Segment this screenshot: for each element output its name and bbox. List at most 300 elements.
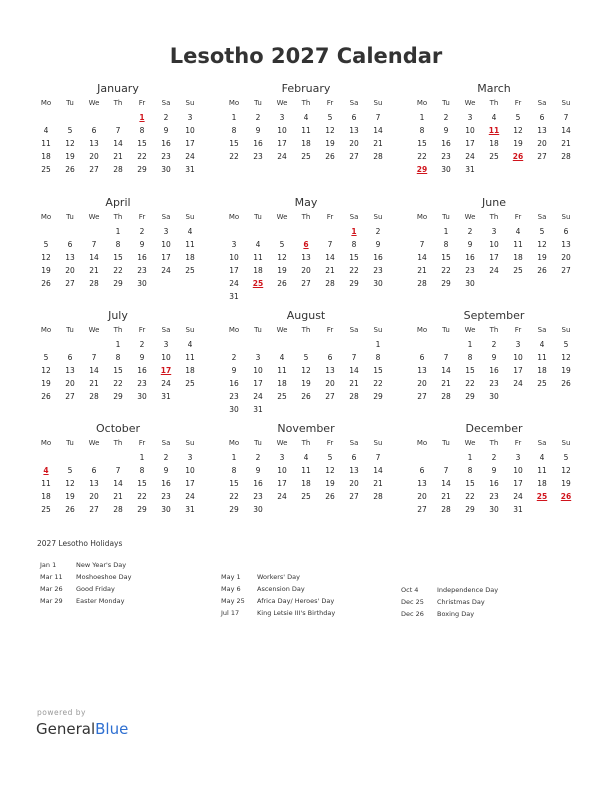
day-cell[interactable]: 28 xyxy=(325,279,335,288)
day-cell[interactable]: 9 xyxy=(139,353,145,362)
day-cell[interactable]: 24 xyxy=(277,152,287,161)
day-cell[interactable]: 14 xyxy=(561,126,571,135)
day-cell[interactable]: 21 xyxy=(373,139,383,148)
day-cell[interactable]: 24 xyxy=(489,266,499,275)
day-cell[interactable]: 13 xyxy=(349,466,359,475)
day-cell[interactable]: 21 xyxy=(417,266,427,275)
day-cell[interactable]: 1 xyxy=(419,113,425,122)
day-cell[interactable]: 9 xyxy=(231,366,237,375)
day-cell[interactable]: 30 xyxy=(489,392,499,401)
holiday-day-cell[interactable]: 29 xyxy=(416,165,428,174)
day-cell[interactable]: 17 xyxy=(513,366,523,375)
day-cell[interactable]: 10 xyxy=(185,126,195,135)
day-cell[interactable]: 16 xyxy=(229,379,239,388)
day-cell[interactable]: 31 xyxy=(465,165,475,174)
day-cell[interactable]: 5 xyxy=(563,340,569,349)
day-cell[interactable]: 12 xyxy=(65,139,75,148)
day-cell[interactable]: 29 xyxy=(441,279,451,288)
day-cell[interactable]: 17 xyxy=(185,479,195,488)
day-cell[interactable]: 9 xyxy=(139,240,145,249)
day-cell[interactable]: 18 xyxy=(41,152,51,161)
day-cell[interactable]: 18 xyxy=(489,139,499,148)
day-cell[interactable]: 15 xyxy=(229,479,239,488)
day-cell[interactable]: 19 xyxy=(325,139,335,148)
day-cell[interactable]: 5 xyxy=(43,240,49,249)
day-cell[interactable]: 30 xyxy=(373,279,383,288)
day-cell[interactable]: 7 xyxy=(443,466,449,475)
day-cell[interactable]: 9 xyxy=(467,240,473,249)
day-cell[interactable]: 2 xyxy=(491,453,497,462)
day-cell[interactable]: 14 xyxy=(441,479,451,488)
day-cell[interactable]: 17 xyxy=(253,379,263,388)
day-cell[interactable]: 24 xyxy=(513,379,523,388)
day-cell[interactable]: 4 xyxy=(539,340,545,349)
day-cell[interactable]: 28 xyxy=(89,392,99,401)
day-cell[interactable]: 31 xyxy=(185,505,195,514)
day-cell[interactable]: 4 xyxy=(539,453,545,462)
holiday-day-cell[interactable]: 11 xyxy=(488,126,500,135)
day-cell[interactable]: 2 xyxy=(139,227,145,236)
day-cell[interactable]: 1 xyxy=(443,227,449,236)
day-cell[interactable]: 4 xyxy=(187,227,193,236)
day-cell[interactable]: 11 xyxy=(537,353,547,362)
day-cell[interactable]: 2 xyxy=(231,353,237,362)
day-cell[interactable]: 19 xyxy=(65,492,75,501)
day-cell[interactable]: 21 xyxy=(441,492,451,501)
day-cell[interactable]: 24 xyxy=(161,379,171,388)
day-cell[interactable]: 13 xyxy=(89,479,99,488)
day-cell[interactable]: 29 xyxy=(113,279,123,288)
day-cell[interactable]: 3 xyxy=(231,240,237,249)
day-cell[interactable]: 21 xyxy=(89,266,99,275)
day-cell[interactable]: 21 xyxy=(113,152,123,161)
day-cell[interactable]: 26 xyxy=(325,492,335,501)
day-cell[interactable]: 18 xyxy=(301,139,311,148)
day-cell[interactable]: 26 xyxy=(41,279,51,288)
day-cell[interactable]: 2 xyxy=(163,453,169,462)
day-cell[interactable]: 4 xyxy=(491,113,497,122)
day-cell[interactable]: 9 xyxy=(255,126,261,135)
day-cell[interactable]: 15 xyxy=(113,366,123,375)
day-cell[interactable]: 2 xyxy=(163,113,169,122)
day-cell[interactable]: 7 xyxy=(91,240,97,249)
day-cell[interactable]: 28 xyxy=(373,492,383,501)
day-cell[interactable]: 18 xyxy=(41,492,51,501)
holiday-day-cell[interactable]: 4 xyxy=(43,466,49,475)
day-cell[interactable]: 14 xyxy=(325,253,335,262)
day-cell[interactable]: 5 xyxy=(327,453,333,462)
day-cell[interactable]: 1 xyxy=(467,453,473,462)
generalblue-logo[interactable] xyxy=(36,720,128,738)
day-cell[interactable]: 8 xyxy=(139,126,145,135)
day-cell[interactable]: 16 xyxy=(161,479,171,488)
day-cell[interactable]: 29 xyxy=(113,392,123,401)
day-cell[interactable]: 24 xyxy=(277,492,287,501)
day-cell[interactable]: 17 xyxy=(229,266,239,275)
day-cell[interactable]: 28 xyxy=(89,279,99,288)
day-cell[interactable]: 16 xyxy=(441,139,451,148)
day-cell[interactable]: 6 xyxy=(419,466,425,475)
day-cell[interactable]: 25 xyxy=(489,152,499,161)
day-cell[interactable]: 14 xyxy=(113,139,123,148)
day-cell[interactable]: 1 xyxy=(231,453,237,462)
day-cell[interactable]: 6 xyxy=(67,240,73,249)
day-cell[interactable]: 4 xyxy=(255,240,261,249)
day-cell[interactable]: 15 xyxy=(465,479,475,488)
holiday-day-cell[interactable]: 1 xyxy=(139,113,145,122)
day-cell[interactable]: 7 xyxy=(351,353,357,362)
day-cell[interactable]: 20 xyxy=(349,139,359,148)
day-cell[interactable]: 2 xyxy=(375,227,381,236)
day-cell[interactable]: 7 xyxy=(115,466,121,475)
day-cell[interactable]: 24 xyxy=(465,152,475,161)
day-cell[interactable]: 25 xyxy=(185,266,195,275)
day-cell[interactable]: 25 xyxy=(301,152,311,161)
day-cell[interactable]: 12 xyxy=(41,366,51,375)
day-cell[interactable]: 23 xyxy=(489,492,499,501)
day-cell[interactable]: 27 xyxy=(325,392,335,401)
day-cell[interactable]: 4 xyxy=(43,126,49,135)
day-cell[interactable]: 21 xyxy=(89,379,99,388)
day-cell[interactable]: 21 xyxy=(561,139,571,148)
day-cell[interactable]: 7 xyxy=(115,126,121,135)
day-cell[interactable]: 27 xyxy=(89,505,99,514)
day-cell[interactable]: 22 xyxy=(229,492,239,501)
day-cell[interactable]: 22 xyxy=(113,379,123,388)
day-cell[interactable]: 31 xyxy=(161,392,171,401)
day-cell[interactable]: 4 xyxy=(303,453,309,462)
day-cell[interactable]: 21 xyxy=(373,479,383,488)
holiday-day-cell[interactable]: 25 xyxy=(252,279,264,288)
day-cell[interactable]: 14 xyxy=(349,366,359,375)
holiday-day-cell[interactable]: 6 xyxy=(303,240,309,249)
day-cell[interactable]: 10 xyxy=(161,353,171,362)
day-cell[interactable]: 3 xyxy=(467,113,473,122)
day-cell[interactable]: 22 xyxy=(465,492,475,501)
day-cell[interactable]: 3 xyxy=(163,227,169,236)
day-cell[interactable]: 2 xyxy=(443,113,449,122)
day-cell[interactable]: 22 xyxy=(373,379,383,388)
day-cell[interactable]: 10 xyxy=(277,466,287,475)
day-cell[interactable]: 25 xyxy=(513,266,523,275)
day-cell[interactable]: 10 xyxy=(229,253,239,262)
day-cell[interactable]: 10 xyxy=(513,353,523,362)
day-cell[interactable]: 15 xyxy=(465,366,475,375)
day-cell[interactable]: 25 xyxy=(41,165,51,174)
day-cell[interactable]: 15 xyxy=(137,479,147,488)
day-cell[interactable]: 28 xyxy=(417,279,427,288)
day-cell[interactable]: 9 xyxy=(255,466,261,475)
day-cell[interactable]: 17 xyxy=(185,139,195,148)
day-cell[interactable]: 16 xyxy=(137,366,147,375)
day-cell[interactable]: 6 xyxy=(91,126,97,135)
day-cell[interactable]: 3 xyxy=(163,340,169,349)
day-cell[interactable]: 16 xyxy=(253,139,263,148)
day-cell[interactable]: 12 xyxy=(537,240,547,249)
day-cell[interactable]: 15 xyxy=(229,139,239,148)
day-cell[interactable]: 26 xyxy=(277,279,287,288)
day-cell[interactable]: 21 xyxy=(113,492,123,501)
day-cell[interactable]: 11 xyxy=(301,466,311,475)
day-cell[interactable]: 11 xyxy=(537,466,547,475)
day-cell[interactable]: 6 xyxy=(351,113,357,122)
day-cell[interactable]: 8 xyxy=(139,466,145,475)
day-cell[interactable]: 11 xyxy=(185,353,195,362)
day-cell[interactable]: 24 xyxy=(185,492,195,501)
day-cell[interactable]: 14 xyxy=(89,366,99,375)
holiday-day-cell[interactable]: 1 xyxy=(351,227,357,236)
day-cell[interactable]: 1 xyxy=(115,340,121,349)
day-cell[interactable]: 25 xyxy=(185,379,195,388)
day-cell[interactable]: 14 xyxy=(373,126,383,135)
day-cell[interactable]: 29 xyxy=(465,392,475,401)
day-cell[interactable]: 14 xyxy=(441,366,451,375)
day-cell[interactable]: 26 xyxy=(65,505,75,514)
day-cell[interactable]: 8 xyxy=(375,353,381,362)
day-cell[interactable]: 22 xyxy=(137,492,147,501)
day-cell[interactable]: 24 xyxy=(161,266,171,275)
day-cell[interactable]: 7 xyxy=(375,453,381,462)
day-cell[interactable]: 10 xyxy=(513,466,523,475)
day-cell[interactable]: 30 xyxy=(465,279,475,288)
day-cell[interactable]: 25 xyxy=(41,505,51,514)
day-cell[interactable]: 6 xyxy=(67,353,73,362)
day-cell[interactable]: 23 xyxy=(253,152,263,161)
day-cell[interactable]: 5 xyxy=(67,466,73,475)
day-cell[interactable]: 30 xyxy=(137,279,147,288)
day-cell[interactable]: 31 xyxy=(253,405,263,414)
day-cell[interactable]: 16 xyxy=(161,139,171,148)
day-cell[interactable]: 19 xyxy=(513,139,523,148)
day-cell[interactable]: 27 xyxy=(349,152,359,161)
day-cell[interactable]: 29 xyxy=(137,505,147,514)
day-cell[interactable]: 12 xyxy=(325,126,335,135)
day-cell[interactable]: 4 xyxy=(187,340,193,349)
day-cell[interactable]: 5 xyxy=(539,227,545,236)
day-cell[interactable]: 28 xyxy=(441,505,451,514)
day-cell[interactable]: 13 xyxy=(537,126,547,135)
day-cell[interactable]: 13 xyxy=(417,479,427,488)
day-cell[interactable]: 12 xyxy=(277,253,287,262)
day-cell[interactable]: 19 xyxy=(277,266,287,275)
day-cell[interactable]: 5 xyxy=(43,353,49,362)
day-cell[interactable]: 7 xyxy=(563,113,569,122)
day-cell[interactable]: 17 xyxy=(489,253,499,262)
day-cell[interactable]: 5 xyxy=(515,113,521,122)
day-cell[interactable]: 21 xyxy=(441,379,451,388)
day-cell[interactable]: 29 xyxy=(137,165,147,174)
holiday-day-cell[interactable]: 26 xyxy=(512,152,524,161)
day-cell[interactable]: 19 xyxy=(301,379,311,388)
day-cell[interactable]: 10 xyxy=(465,126,475,135)
day-cell[interactable]: 20 xyxy=(417,379,427,388)
day-cell[interactable]: 19 xyxy=(41,266,51,275)
day-cell[interactable]: 18 xyxy=(537,366,547,375)
day-cell[interactable]: 17 xyxy=(277,139,287,148)
day-cell[interactable]: 28 xyxy=(373,152,383,161)
day-cell[interactable]: 17 xyxy=(161,253,171,262)
day-cell[interactable]: 3 xyxy=(515,453,521,462)
day-cell[interactable]: 8 xyxy=(467,353,473,362)
day-cell[interactable]: 18 xyxy=(537,479,547,488)
day-cell[interactable]: 3 xyxy=(187,453,193,462)
day-cell[interactable]: 6 xyxy=(419,353,425,362)
day-cell[interactable]: 12 xyxy=(561,353,571,362)
day-cell[interactable]: 19 xyxy=(65,152,75,161)
day-cell[interactable]: 11 xyxy=(185,240,195,249)
day-cell[interactable]: 22 xyxy=(113,266,123,275)
day-cell[interactable]: 30 xyxy=(229,405,239,414)
day-cell[interactable]: 25 xyxy=(537,379,547,388)
day-cell[interactable]: 31 xyxy=(513,505,523,514)
day-cell[interactable]: 27 xyxy=(65,392,75,401)
day-cell[interactable]: 18 xyxy=(277,379,287,388)
day-cell[interactable]: 5 xyxy=(327,113,333,122)
day-cell[interactable]: 13 xyxy=(561,240,571,249)
day-cell[interactable]: 16 xyxy=(465,253,475,262)
day-cell[interactable]: 19 xyxy=(561,366,571,375)
day-cell[interactable]: 1 xyxy=(467,340,473,349)
day-cell[interactable]: 14 xyxy=(113,479,123,488)
day-cell[interactable]: 27 xyxy=(349,492,359,501)
day-cell[interactable]: 11 xyxy=(277,366,287,375)
day-cell[interactable]: 28 xyxy=(113,165,123,174)
day-cell[interactable]: 17 xyxy=(513,479,523,488)
day-cell[interactable]: 1 xyxy=(375,340,381,349)
day-cell[interactable]: 22 xyxy=(417,152,427,161)
day-cell[interactable]: 18 xyxy=(185,366,195,375)
day-cell[interactable]: 12 xyxy=(301,366,311,375)
day-cell[interactable]: 28 xyxy=(561,152,571,161)
day-cell[interactable]: 6 xyxy=(563,227,569,236)
day-cell[interactable]: 22 xyxy=(465,379,475,388)
day-cell[interactable]: 9 xyxy=(491,466,497,475)
day-cell[interactable]: 3 xyxy=(515,340,521,349)
day-cell[interactable]: 10 xyxy=(161,240,171,249)
day-cell[interactable]: 2 xyxy=(139,340,145,349)
day-cell[interactable]: 28 xyxy=(441,392,451,401)
day-cell[interactable]: 8 xyxy=(351,240,357,249)
day-cell[interactable]: 4 xyxy=(279,353,285,362)
day-cell[interactable]: 15 xyxy=(373,366,383,375)
day-cell[interactable]: 30 xyxy=(137,392,147,401)
day-cell[interactable]: 10 xyxy=(253,366,263,375)
day-cell[interactable]: 11 xyxy=(41,139,51,148)
day-cell[interactable]: 8 xyxy=(419,126,425,135)
day-cell[interactable]: 9 xyxy=(163,466,169,475)
day-cell[interactable]: 14 xyxy=(89,253,99,262)
day-cell[interactable]: 12 xyxy=(325,466,335,475)
day-cell[interactable]: 23 xyxy=(137,266,147,275)
day-cell[interactable]: 23 xyxy=(161,152,171,161)
day-cell[interactable]: 28 xyxy=(349,392,359,401)
day-cell[interactable]: 13 xyxy=(417,366,427,375)
day-cell[interactable]: 11 xyxy=(253,253,263,262)
day-cell[interactable]: 18 xyxy=(253,266,263,275)
day-cell[interactable]: 17 xyxy=(465,139,475,148)
day-cell[interactable]: 19 xyxy=(41,379,51,388)
day-cell[interactable]: 31 xyxy=(185,165,195,174)
day-cell[interactable]: 9 xyxy=(491,353,497,362)
day-cell[interactable]: 9 xyxy=(443,126,449,135)
day-cell[interactable]: 21 xyxy=(325,266,335,275)
day-cell[interactable]: 19 xyxy=(561,479,571,488)
day-cell[interactable]: 15 xyxy=(417,139,427,148)
day-cell[interactable]: 23 xyxy=(441,152,451,161)
day-cell[interactable]: 27 xyxy=(65,279,75,288)
day-cell[interactable]: 5 xyxy=(279,240,285,249)
day-cell[interactable]: 24 xyxy=(229,279,239,288)
day-cell[interactable]: 3 xyxy=(279,453,285,462)
day-cell[interactable]: 7 xyxy=(443,353,449,362)
day-cell[interactable]: 11 xyxy=(513,240,523,249)
day-cell[interactable]: 9 xyxy=(163,126,169,135)
day-cell[interactable]: 29 xyxy=(373,392,383,401)
day-cell[interactable]: 13 xyxy=(301,253,311,262)
day-cell[interactable]: 27 xyxy=(89,165,99,174)
day-cell[interactable]: 4 xyxy=(515,227,521,236)
day-cell[interactable]: 18 xyxy=(185,253,195,262)
day-cell[interactable]: 26 xyxy=(301,392,311,401)
day-cell[interactable]: 3 xyxy=(187,113,193,122)
day-cell[interactable]: 1 xyxy=(115,227,121,236)
day-cell[interactable]: 1 xyxy=(231,113,237,122)
day-cell[interactable]: 5 xyxy=(303,353,309,362)
day-cell[interactable]: 8 xyxy=(443,240,449,249)
day-cell[interactable]: 12 xyxy=(41,253,51,262)
day-cell[interactable]: 19 xyxy=(325,479,335,488)
day-cell[interactable]: 20 xyxy=(417,492,427,501)
day-cell[interactable]: 8 xyxy=(231,126,237,135)
day-cell[interactable]: 20 xyxy=(89,492,99,501)
day-cell[interactable]: 13 xyxy=(65,366,75,375)
day-cell[interactable]: 16 xyxy=(373,253,383,262)
day-cell[interactable]: 10 xyxy=(489,240,499,249)
day-cell[interactable]: 17 xyxy=(277,479,287,488)
day-cell[interactable]: 31 xyxy=(229,292,239,301)
day-cell[interactable]: 3 xyxy=(279,113,285,122)
day-cell[interactable]: 8 xyxy=(231,466,237,475)
day-cell[interactable]: 5 xyxy=(563,453,569,462)
day-cell[interactable]: 18 xyxy=(301,479,311,488)
day-cell[interactable]: 16 xyxy=(489,366,499,375)
day-cell[interactable]: 16 xyxy=(137,253,147,262)
day-cell[interactable]: 11 xyxy=(301,126,311,135)
holiday-day-cell[interactable]: 26 xyxy=(560,492,572,501)
day-cell[interactable]: 22 xyxy=(137,152,147,161)
day-cell[interactable]: 15 xyxy=(113,253,123,262)
day-cell[interactable]: 27 xyxy=(537,152,547,161)
day-cell[interactable]: 26 xyxy=(325,152,335,161)
day-cell[interactable]: 8 xyxy=(467,466,473,475)
day-cell[interactable]: 16 xyxy=(253,479,263,488)
day-cell[interactable]: 23 xyxy=(465,266,475,275)
day-cell[interactable]: 6 xyxy=(351,453,357,462)
day-cell[interactable]: 23 xyxy=(253,492,263,501)
day-cell[interactable]: 7 xyxy=(419,240,425,249)
day-cell[interactable]: 23 xyxy=(161,492,171,501)
day-cell[interactable]: 20 xyxy=(349,479,359,488)
day-cell[interactable]: 3 xyxy=(255,353,261,362)
day-cell[interactable]: 7 xyxy=(91,353,97,362)
day-cell[interactable]: 23 xyxy=(373,266,383,275)
day-cell[interactable]: 21 xyxy=(349,379,359,388)
day-cell[interactable]: 20 xyxy=(65,266,75,275)
day-cell[interactable]: 9 xyxy=(375,240,381,249)
day-cell[interactable]: 27 xyxy=(561,266,571,275)
day-cell[interactable]: 6 xyxy=(539,113,545,122)
day-cell[interactable]: 2 xyxy=(255,113,261,122)
